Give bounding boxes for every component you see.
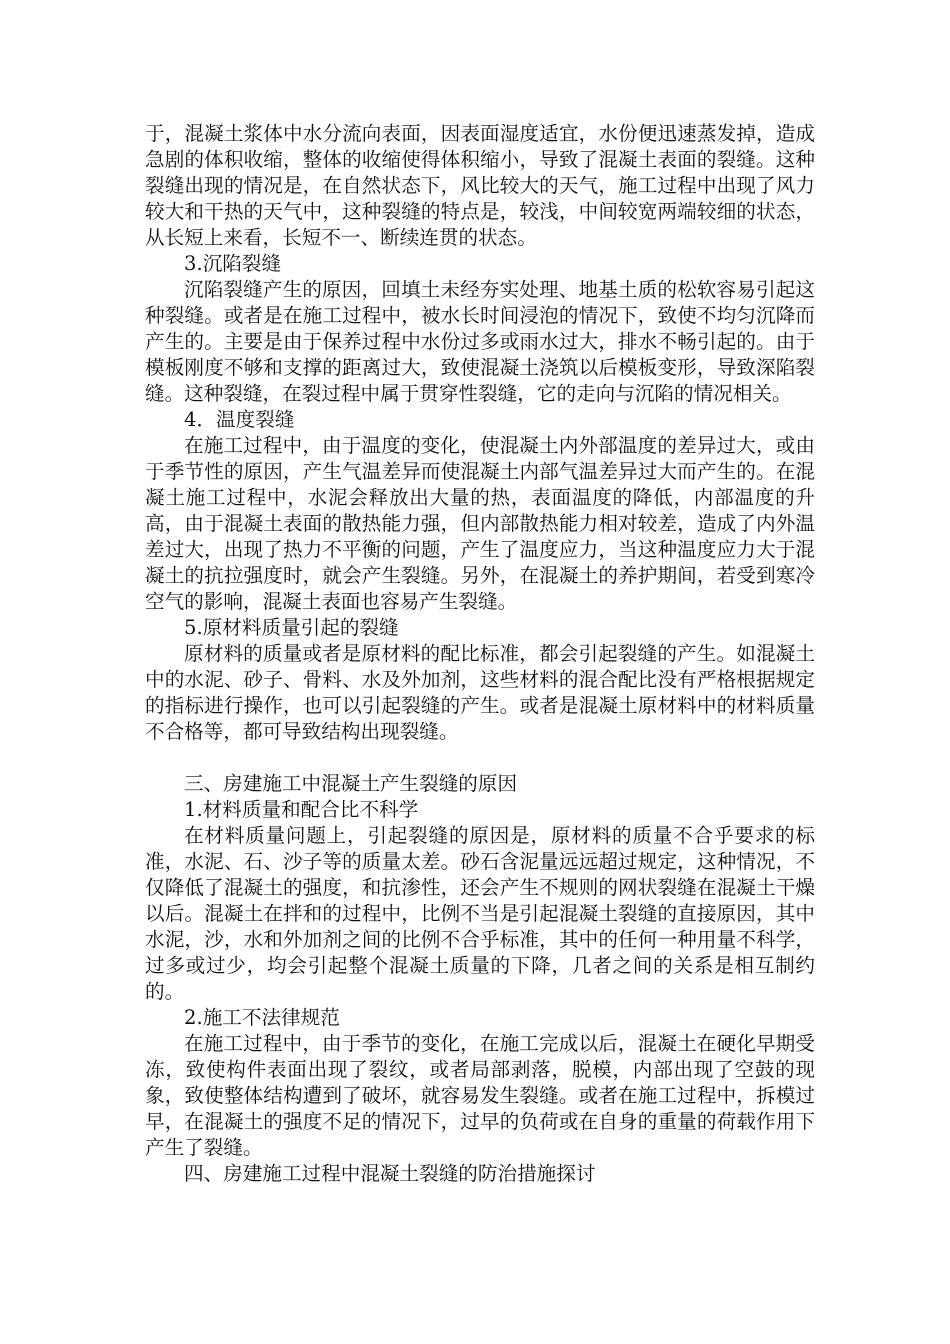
section-heading-material-ratio: 1.材料质量和配合比不科学 <box>184 798 419 821</box>
chapter-heading-prevention: 四、房建施工过程中混凝土裂缝的防治措施探讨 <box>184 1162 596 1185</box>
section-heading-construction-practice: 2.施工不法律规范 <box>184 1006 340 1029</box>
paragraph-material-ratio: 在材料质量问题上，引起裂缝的原因是，原材料的质量不合乎要求的标准，水泥、石、沙子等的质量太差。砂石含泥量远远超过规定，这种情况，不仅降低了混凝土的强度，和抗渗性，还会产生不规则的网状裂缝在混凝土干燥以后。混凝土在拌和的过程中，比例不当是引起混凝土裂缝的直接原因，其中水泥，沙，水和外加剂之间的比例不合乎标准，其中的任何一种用量不科学，过多或过少，均会引起整个混凝土质量的下降，几者之间的关系是相互制约的。 <box>145 824 815 1003</box>
chapter-heading-causes: 三、房建施工中混凝土产生裂缝的原因 <box>184 772 518 795</box>
paragraph-continuation: 于，混凝土浆体中水分流向表面，因表面湿度适宜，水份便迅速蒸发掉，造成急剧的体积收缩，整体的收缩使得体积缩小，导致了混凝土表面的裂缝。这种裂缝出现的情况是，在自然状态下，风比较大的天气，施工过程中出现了风力较大和干热的天气中，这种裂缝的特点是，较浅，中间较宽两端较细的状态，从长短上来看，长短不一、断续连贯的状态。 <box>145 122 815 249</box>
paragraph-raw-material-cracks: 原材料的质量或者是原材料的配比标准，都会引起裂缝的产生。如混凝土中的水泥、砂子、骨料、水及外加剂，这些材料的混合配比没有严格根据规定的指标进行操作，也可以引起裂缝的产生。或者是混凝土原材料中的材料质量不合格等，都可导致结构出现裂缝。 <box>145 642 815 743</box>
section-heading-settlement-cracks: 3.沉陷裂缝 <box>184 252 282 275</box>
paragraph-construction-practice: 在施工过程中，由于季节的变化，在施工完成以后，混凝土在硬化早期受冻，致使构件表面出现了裂纹，或者局部剥落，脱模，内部出现了空鼓的现象，致使整体结构遭到了破坏，就容易发生裂缝。或者在施工过程中，拆模过早，在混凝土的强度不足的情况下，过早的负荷或在自身的重量的荷载作用下产生了裂缝。 <box>145 1032 815 1159</box>
blank-line <box>145 745 815 771</box>
paragraph-temperature-cracks: 在施工过程中，由于温度的变化，使混凝土内外部温度的差异过大，或由于季节性的原因，产生气温差异而使混凝土内部气温差异过大而产生的。在混凝土施工过程中，水泥会释放出大量的热，表面温度的降低，内部温度的升高，由于混凝土表面的散热能力强，但内部散热能力相对较差，造成了内外温差过大，出现了热力不平衡的问题，产生了温度应力，当这种温度应力大于混凝土的抗拉强度时，就会产生裂缝。另外，在混凝土的养护期间，若受到寒冷空气的影响，混凝土表面也容易产生裂缝。 <box>145 434 815 613</box>
section-heading-temperature-cracks: 4．温度裂缝 <box>184 408 295 431</box>
paragraph-settlement-cracks: 沉陷裂缝产生的原因，回填土未经夯实处理、地基土质的松软容易引起这种裂缝。或者是在施工过程中，被水长时间浸泡的情况下，致使不均匀沉降而产生的。主要是由于保养过程中水份过多或雨水过大，排水不畅引起的。由于模板刚度不够和支撑的距离过大，致使混凝土浇筑以后模板变形，导致深陷裂缝。这种裂缝，在裂过程中属于贯穿性裂缝，它的走向与沉陷的情况相关。 <box>145 278 815 405</box>
document-body <box>145 121 815 1187</box>
section-heading-raw-material-cracks: 5.原材料质量引起的裂缝 <box>184 616 399 639</box>
